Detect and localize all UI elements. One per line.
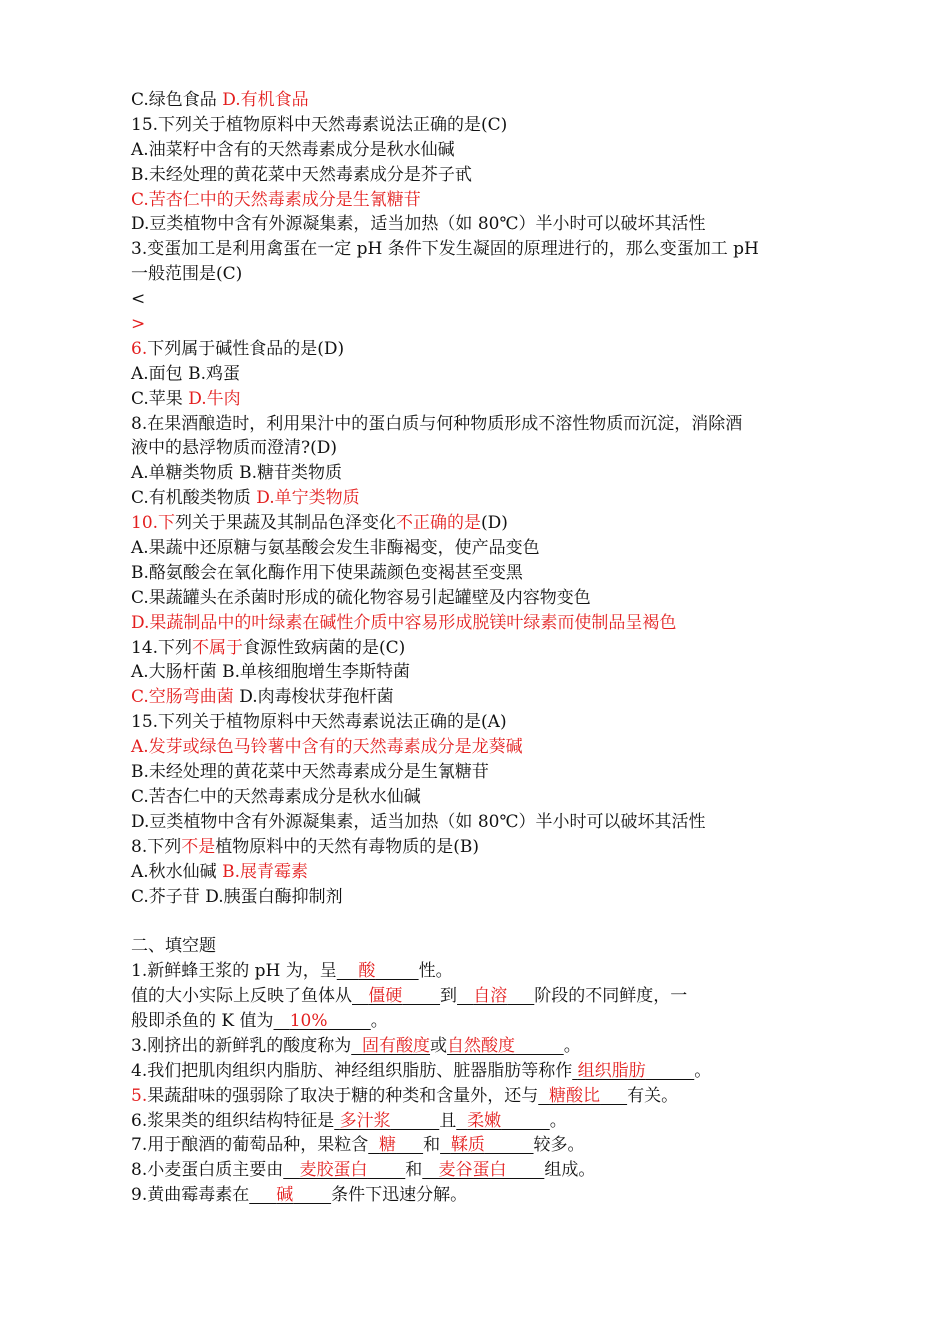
text-line bbox=[131, 486, 831, 511]
text-segment: C.苦杏仁中的天然毒素成分是秋水仙碱 bbox=[131, 786, 421, 807]
text-segment: 8.在果酒酿造时，利用果汁中的蛋白质与何种物质形成不溶性物质而沉淀，消除酒 bbox=[131, 413, 743, 434]
highlighted-text: D.牛肉 bbox=[188, 388, 241, 409]
text-line bbox=[131, 735, 831, 760]
highlighted-text: D.有机食品 bbox=[222, 90, 309, 110]
text-line bbox=[131, 1034, 831, 1059]
text-line bbox=[131, 312, 831, 337]
answer-text: 固有酸度 bbox=[362, 1035, 431, 1056]
text-line bbox=[131, 138, 831, 163]
blank-space bbox=[293, 1185, 331, 1205]
text-segment: B.未经处理的黄花菜中天然毒素成分是生氰糖苷 bbox=[131, 762, 489, 783]
highlighted-text: 不正确的是 bbox=[396, 513, 482, 534]
blank-space bbox=[538, 1086, 549, 1106]
blank-space bbox=[457, 986, 473, 1006]
text-line bbox=[131, 1158, 831, 1183]
highlighted-text: > bbox=[131, 314, 146, 335]
text-line bbox=[131, 984, 831, 1009]
answer-text: 麦谷蛋白 bbox=[438, 1160, 507, 1181]
blank-space bbox=[485, 1135, 534, 1155]
text-segment: C.有机酸类物质 bbox=[131, 488, 257, 509]
text-segment: 和 bbox=[405, 1160, 423, 1181]
text-segment: C.苹果 bbox=[131, 388, 189, 409]
text-line bbox=[131, 710, 831, 735]
highlighted-text: 5. bbox=[131, 1085, 148, 1106]
text-line bbox=[131, 362, 831, 387]
blank-space bbox=[396, 1135, 423, 1155]
text-segment: 。 bbox=[549, 1110, 567, 1131]
blank-space bbox=[402, 986, 440, 1006]
text-line bbox=[131, 810, 831, 835]
text-segment: 9.黄曲霉毒素在 bbox=[131, 1185, 250, 1206]
blank-space bbox=[646, 1061, 695, 1081]
blank-space bbox=[507, 986, 534, 1006]
text-line bbox=[131, 660, 831, 685]
text-segment: 较多。 bbox=[533, 1135, 585, 1156]
fill-blank-answer bbox=[440, 1135, 533, 1155]
text-line bbox=[131, 88, 831, 113]
text-segment: 8.小麦蛋白质主要由 bbox=[131, 1160, 284, 1181]
highlighted-text: C.苦杏仁中的天然毒素成分是生氰糖苷 bbox=[131, 189, 421, 210]
text-line bbox=[131, 113, 831, 138]
text-segment: C.绿色食品 bbox=[131, 90, 223, 110]
text-line bbox=[131, 237, 831, 262]
highlighted-text: 6. bbox=[131, 338, 148, 359]
highlighted-text: A.发芽或绿色马铃薯中含有的天然毒素成分是龙葵碱 bbox=[131, 737, 523, 758]
blank-space bbox=[337, 961, 359, 981]
highlighted-text: 不属于 bbox=[192, 637, 244, 658]
text-segment: 液中的悬浮物质而澄清?(D) bbox=[131, 438, 338, 459]
blank-space bbox=[507, 1160, 545, 1180]
blank-space bbox=[351, 1036, 362, 1056]
blank-space bbox=[515, 1036, 564, 1056]
text-segment: 6.浆果类的组织结构特征是 bbox=[131, 1110, 335, 1131]
text-segment: 14.下列 bbox=[131, 637, 193, 658]
fill-blank-answer bbox=[274, 1011, 371, 1031]
text-line bbox=[131, 586, 831, 611]
text-line bbox=[131, 835, 831, 860]
document-body bbox=[131, 88, 831, 1208]
fill-blank-answer bbox=[283, 1160, 405, 1180]
blank-space bbox=[375, 961, 418, 981]
highlighted-text: D.果蔬制品中的叶绿素在碱性介质中容易形成脱镁叶绿素而使制品呈褐色 bbox=[131, 612, 677, 633]
text-segment: 。 bbox=[694, 1060, 712, 1081]
text-segment: 且 bbox=[439, 1110, 457, 1131]
text-line bbox=[131, 287, 831, 312]
blank-line bbox=[131, 909, 831, 934]
text-segment: A.油菜籽中含有的天然毒素成分是秋水仙碱 bbox=[131, 139, 455, 160]
text-segment: 4.我们把肌肉组织内脂肪、神经组织脂肪、脏器脂肪等称作 bbox=[131, 1060, 573, 1081]
text-segment: 8.下列 bbox=[131, 836, 182, 857]
answer-text: 鞣质 bbox=[450, 1135, 485, 1156]
text-segment: D.豆类植物中含有外源凝集素，适当加热（如 80℃）半小时可以破坏其活性 bbox=[131, 214, 706, 235]
text-segment: C.果蔬罐头在杀菌时形成的硫化物容易引起罐壁及内容物变色 bbox=[131, 587, 591, 608]
blank-space bbox=[249, 1185, 276, 1205]
text-line bbox=[131, 611, 831, 636]
text-line bbox=[131, 461, 831, 486]
text-segment: 3.刚挤出的新鲜乳的酸度称为 bbox=[131, 1035, 352, 1056]
text-segment: 。 bbox=[370, 1010, 388, 1031]
text-segment: 15.下列关于植物原料中天然毒素说法正确的是(A) bbox=[131, 712, 507, 733]
fill-blank-answer bbox=[368, 1135, 423, 1155]
text-line bbox=[131, 885, 831, 910]
blank-space bbox=[501, 1111, 550, 1131]
answer-text: 麦胶蛋白 bbox=[299, 1160, 368, 1181]
text-segment: 或 bbox=[430, 1035, 448, 1056]
blank-space bbox=[456, 1111, 467, 1131]
blank-space bbox=[600, 1086, 627, 1106]
blank-space bbox=[352, 986, 368, 1006]
text-segment: 组成。 bbox=[544, 1160, 596, 1181]
fill-blank-answer bbox=[422, 1160, 544, 1180]
text-line bbox=[131, 1109, 831, 1134]
text-line bbox=[131, 1133, 831, 1158]
highlighted-text: 不是 bbox=[181, 836, 216, 857]
blank-space bbox=[368, 1135, 379, 1155]
answer-text: 糖酸比 bbox=[549, 1085, 601, 1106]
blank-space bbox=[391, 1111, 440, 1131]
text-segment: A.果蔬中还原糖与氨基酸会发生非酶褐变，使产品变色 bbox=[131, 538, 540, 559]
answer-text: 僵硬 bbox=[368, 986, 403, 1007]
text-line bbox=[131, 760, 831, 785]
highlighted-text: B.展青霉素 bbox=[222, 861, 308, 882]
text-segment: (D) bbox=[481, 513, 508, 534]
fill-blank-answer bbox=[352, 986, 440, 1006]
text-segment: 。 bbox=[563, 1035, 581, 1056]
fill-blank-answer bbox=[334, 1111, 439, 1131]
text-segment: A.秋水仙碱 bbox=[131, 861, 223, 882]
text-line bbox=[131, 337, 831, 362]
text-line bbox=[131, 387, 831, 412]
text-segment: 一般范围是(C) bbox=[131, 264, 243, 285]
text-line bbox=[131, 1059, 831, 1084]
text-line bbox=[131, 1009, 831, 1034]
answer-text: 组织脂肪 bbox=[577, 1060, 646, 1081]
fill-blank-answer bbox=[249, 1185, 331, 1205]
text-segment: 7.用于酿酒的葡萄品种，果粒含 bbox=[131, 1135, 369, 1156]
text-segment: A.面包 B.鸡蛋 bbox=[131, 363, 240, 384]
answer-text: 糖 bbox=[379, 1135, 397, 1156]
text-segment: 植物原料中的天然有毒物质的是(B) bbox=[215, 836, 479, 857]
text-line bbox=[131, 262, 831, 287]
text-segment: 到 bbox=[440, 986, 458, 1007]
text-line bbox=[131, 934, 831, 959]
text-segment: < bbox=[131, 289, 146, 310]
text-segment: 下列属于碱性食品的是(D) bbox=[147, 338, 345, 359]
text-segment: 和 bbox=[423, 1135, 441, 1156]
text-line bbox=[131, 536, 831, 561]
text-segment: 性。 bbox=[418, 961, 453, 982]
blank-space bbox=[283, 1160, 299, 1180]
answer-text: 碱 bbox=[276, 1185, 294, 1206]
fill-blank-answer bbox=[456, 1111, 549, 1131]
highlighted-text: D.单宁类物质 bbox=[256, 488, 360, 509]
text-line bbox=[131, 685, 831, 710]
text-segment: C.芥子苷 D.胰蛋白酶抑制剂 bbox=[131, 886, 343, 907]
text-segment: 条件下迅速分解。 bbox=[331, 1185, 468, 1206]
text-segment: A.单糖类物质 B.糖苷类物质 bbox=[131, 463, 342, 484]
text-segment: D.豆类植物中含有外源凝集素，适当加热（如 80℃）半小时可以破坏其活性 bbox=[131, 811, 706, 832]
answer-text: 柔嫩 bbox=[467, 1110, 502, 1131]
text-segment: 1.新鲜蜂王浆的 pH 为，呈 bbox=[131, 961, 337, 982]
highlighted-text: 10.下 bbox=[131, 513, 176, 534]
text-line bbox=[131, 959, 831, 984]
text-segment: 食源性致病菌的是(C) bbox=[243, 637, 406, 658]
text-line bbox=[131, 860, 831, 885]
text-segment: B.酪氨酸会在氧化酶作用下使果蔬颜色变褐甚至变黑 bbox=[131, 562, 523, 583]
text-segment: 有关。 bbox=[627, 1085, 679, 1106]
text-line bbox=[131, 785, 831, 810]
blank-space bbox=[328, 1011, 371, 1031]
fill-blank-answer bbox=[572, 1061, 694, 1081]
text-segment: 3.变蛋加工是利用禽蛋在一定 pH 条件下发生凝固的原理进行的，那么变蛋加工 pH bbox=[131, 239, 759, 260]
text-segment: 列关于果蔬及其制品色泽变化 bbox=[175, 513, 397, 534]
text-segment: D.肉毒梭状芽孢杆菌 bbox=[233, 687, 394, 708]
text-line bbox=[131, 636, 831, 661]
blank-space bbox=[440, 1135, 451, 1155]
fill-blank-answer bbox=[351, 1036, 430, 1056]
blank-space bbox=[274, 1011, 290, 1031]
text-line bbox=[131, 212, 831, 237]
text-segment: 般即杀鱼的 K 值为 bbox=[131, 1010, 274, 1031]
text-line bbox=[131, 188, 831, 213]
answer-text: 多汁浆 bbox=[339, 1110, 391, 1131]
text-segment: 值的大小实际上反映了鱼体从 bbox=[131, 986, 352, 1007]
text-segment: 果蔬甜味的强弱除了取决于糖的种类和含量外，还与 bbox=[147, 1085, 539, 1106]
text-line bbox=[131, 412, 831, 437]
answer-text: 酸 bbox=[358, 961, 376, 982]
text-segment: A.大肠杆菌 B.单核细胞增生李斯特菌 bbox=[131, 662, 410, 683]
answer-text: 自溶 bbox=[473, 986, 508, 1007]
highlighted-text: C.空肠弯曲菌 bbox=[131, 687, 234, 708]
blank-space bbox=[367, 1160, 405, 1180]
answer-text: 自然酸度 bbox=[447, 1035, 516, 1056]
text-line bbox=[131, 561, 831, 586]
text-segment: B.未经处理的黄花菜中天然毒素成分是芥子甙 bbox=[131, 164, 472, 185]
text-line bbox=[131, 163, 831, 188]
fill-blank-answer bbox=[457, 986, 534, 1006]
text-line bbox=[131, 1084, 831, 1109]
text-line bbox=[131, 436, 831, 461]
fill-blank-answer bbox=[447, 1036, 564, 1056]
answer-text: 10% bbox=[289, 1010, 328, 1031]
text-segment: 15.下列关于植物原料中天然毒素说法正确的是(C) bbox=[131, 114, 508, 135]
blank-space bbox=[422, 1160, 438, 1180]
fill-blank-answer bbox=[538, 1086, 627, 1106]
text-line bbox=[131, 511, 831, 536]
fill-blank-answer bbox=[337, 961, 419, 981]
text-segment: 阶段的不同鲜度，一 bbox=[534, 986, 688, 1007]
text-segment: 二、填空题 bbox=[131, 936, 216, 957]
text-line bbox=[131, 1183, 831, 1208]
